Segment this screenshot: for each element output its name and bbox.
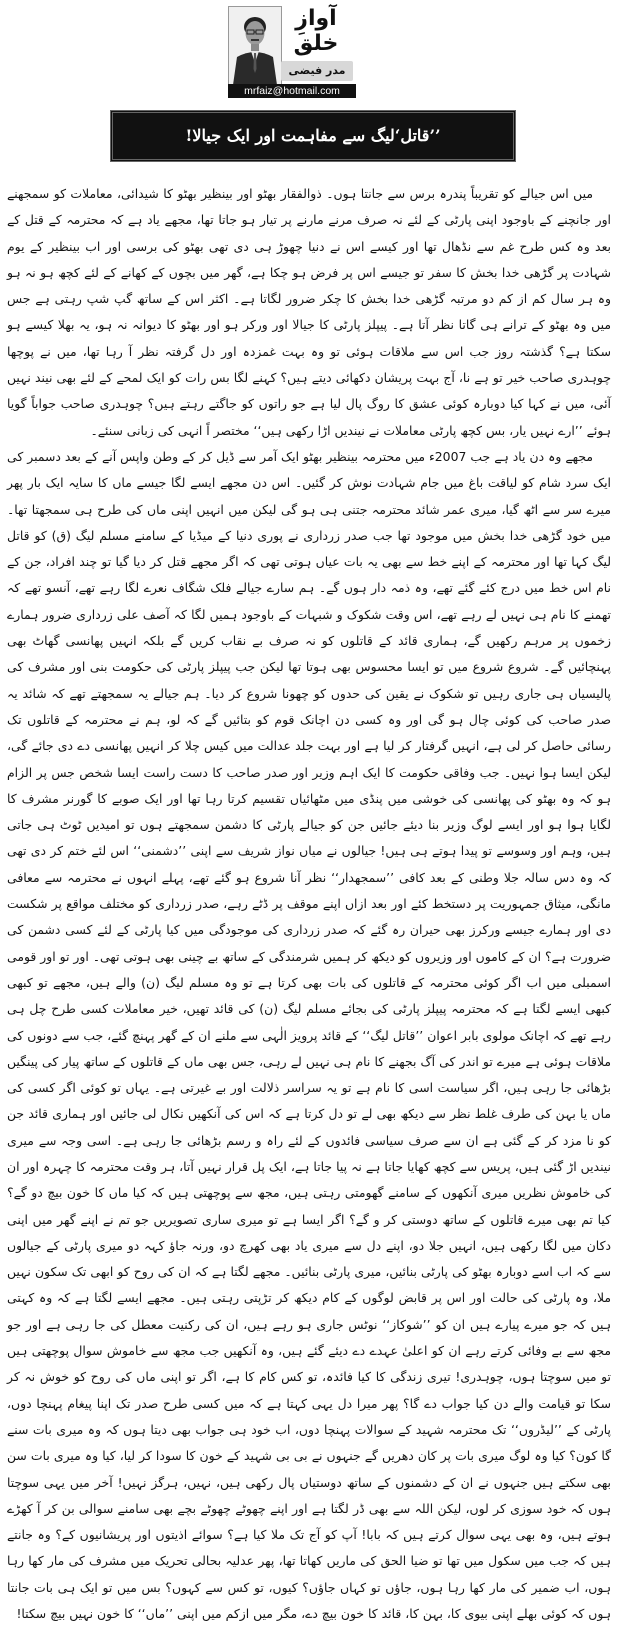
article-title: ’’قاتل‘لیگ سے مفاہمت اور ایک جیالا! — [185, 126, 441, 145]
article-paragraph: مجھے وہ دن یاد ہے جب 2007ء میں محترمہ بینظیر بھٹو ایک آمر سے ڈیل کر کے وطن واپس آنے کے بعد دسمبر کی ایک سرد شام کو لیاقت باغ میں جام شہادت نوش کر گئیں۔ اس دن مجھے ایسے لگا جیسے ماں کا سایہ ایک بار پھر میرے سر سے اٹھ گیا، میری عمر شائد محترمہ جتنی ہی ہو گی لیکن میں انہیں اپنی ماں کی طرح ہی سمجھتا تھا۔ میں خود گڑھی خدا بخش میں موجود تھا جب صدر زرداری نے پوری دنیا کے میڈیا کے سامنے مسلم لیگ (ق) کو قاتل لیگ کہا تھا اور محترمہ کے اپنے خط سے بھی یہ بات عیاں ہوتی تھی کہ اگر مجھے قتل کر دیا گیا تو چند افراد، جن کے نام اس خط میں درج کئے گئے تھے، وہ ذمہ دار ہوں گے۔ ہم سارے جیالے فلک شگاف نعرے لگا رہے تھے، آنسو تھے کہ تھمنے کا نام ہی نہیں لے رہے تھے، اس وقت شکوک و شبہات کے باوجود ہمیں لگا کہ آصف علی زرداری ضرور ہمارے زخموں پر مرہم رکھیں گے، ہماری قائد کے قاتلوں کو نہ صرف بے نقاب کریں گے بلکہ انہیں پھانسی گھاٹ بھی پہنچائیں گے۔ شروع شروع میں تو ایسا محسوس بھی ہوتا تھا لیکن جب پیپلز پارٹی کی حکومت بنی اور مشرف کی پالیسیاں ہی جاری رہیں تو شکوک نے یقین کی حدوں کو چھونا شروع کر دیا۔ ہم جیالے یہ سمجھتے تھے کہ شائد یہ صدر صاحب کی کوئی چال ہو گی اور وہ کسی دن اچانک قوم کو بتائیں گے کہ لو، ہم نے محترمہ کے قاتلوں تک رسائی حاصل کر لی ہے، انہیں گرفتار کر لیا ہے اور بہت جلد عدالت میں کیس چلا کر انہیں پھانسی دے دی جائے گی، لیکن ایسا ہوا نہیں۔ جب وفاقی حکومت کا ایک اہم وزیر اور صدر صاحب کا دست راست ایسا شخص جس پر الزام ہو کہ وہ بھٹو کی پھانسی کی خوشی میں پنڈی میں مٹھائیاں تقسیم کرتا رہا تھا اور ایک صوبے کا گورنر مشرف کا لگایا ہوا ہو اور ایسے لوگ وزیر بنا دیئے جائیں جن کو جیالے پارٹی کا دشمن سمجھتے ہوں تو امیدیں ٹوٹ ہی جاتی ہیں، وہم اور وسوسے تو پیدا ہوتے ہی ہیں! جیالوں نے میاں نواز شریف سے اپنی ’’دشمنی‘‘ اس لئے ختم کر دی تھی کہ وہ دس سالہ جلا وطنی کے بعد کافی ’’سمجھدار‘‘ نظر آنا شروع ہو گئے تھے، پہلے انہوں نے محترمہ سے معافی مانگی، میثاق جمہوریت پر دستخط کئے اور بعد ازاں اپنے موقف پر ڈٹے رہے، صدر زرداری کو مختلف مواقع پر شکست دی اور ہمارے جیسے ورکرز بھی حیران رہ گئے کہ صدر زرداری کی موجودگی میں کیا پارٹی کے لئے کسی دشمن کی ضرورت ہے؟ ان کے کاموں اور وزیروں کو دیکھ کر ہمیں شرمندگی کے ساتھ بے چینی بھی ہوتی تھی۔ اور تو اور قومی اسمبلی میں اب اگر کوئی محترمہ کے قاتلوں کی بات بھی کرتا ہے تو وہ مسلم لیگ (ن) والے ہیں، مجھے تو کبھی کبھی ایسے لگتا ہے کہ محترمہ پیپلز پارٹی کی بجائے مسلم لیگ (ن) کی قائد تھیں، خیر معاملات کسی طرح چل ہی رہے تھے کہ اچانک مولوی بابر اعوان ’’قاتل لیگ‘‘ کے قائد پرویز الٰہی سے ملنے ان کے گھر پہنچ گئے، جب سے دونوں کی ملاقات ہوئی ہے میرے تو اندر کی آگ بجھنے کا نام ہی نہیں لے رہی، جس بھی ماں کے قاتلوں کے ساتھ پیار کی پینگیں بڑھائی جا رہی ہیں، اگر سیاست اسی کا نام ہے تو یہ سراسر ذلالت اور بے غیرتی ہے۔ یہاں تو کوئی اگر کسی کی ماں یا بہن کی طرف غلط نظر سے دیکھ بھی لے تو دل کرتا ہے کہ اس کی آنکھیں نکال لی جائیں اور ہماری قائد جن کو نا مزد کر کے گئی ہے ان سے صرف سیاسی فائدوں کے لئے راہ و رسم بڑھائی جا رہی ہے۔ اسی وجہ سے میری نیندیں اڑ گئی ہیں، پریس سے کچھ کھایا جاتا ہے نہ پیا جاتا ہے، ایک پل قرار نہیں آتا، ہر وقت محترمہ کا چہرہ اور ان کی خاموش نظریں میری آنکھوں کے سامنے گھومتی رہتی ہیں، مجھ سے پوچھتی ہیں کہ کیا ماں کا خون بیچ دو گے؟ کیا تم بھی میرے قاتلوں کے ساتھ دوستی کر و گے؟ اگر ایسا ہے تو میری ساری تصویریں جو تم نے اپنے گھر میں اپنی دکان میں لگا رکھی ہیں، انہیں جلا دو، اپنے دل سے میری یاد بھی کھرچ دو، ورنہ جاؤ کہہ دو میری پارٹی کے جیالوں سے کہ اب اسے دوبارہ بھٹو کی پارٹی بنائیں، میری پارٹی بنائیں۔ مجھے لگتا ہے کہ ان کی روح کو ابھی تک سکون نہیں ملا، وہ پارٹی کی حالت اور اس پر قابض لوگوں کے کام دیکھ کر تڑپتی رہتی ہیں۔ مجھے ایسے لگتا ہے کہ وہ کہتی ہیں کہ جو میرے پیارے ہیں ان کو ’’شوکاز‘‘ نوٹس جاری ہو رہے ہیں، ان کی رکنیت معطل کی جا رہی ہے اور جو مجھ سے بے وفائی کرتے رہے ان کو اعلیٰ عہدے دے دیئے گئے ہیں، وہ آنکھیں جب مجھ سے خاموش سوال پوچھتی ہیں تو میں سوچتا ہوں، چوہدری! تیری زندگی کا کیا فائدہ، تو کس کام کا ہے، اگر تو اپنی ماں کی روح کو خوش نہ کر سکا تو قیامت والے دن کیا جواب دے گا؟ پھر میرا دل یہی کہتا ہے کہ میں کسی طرح صدر تک اپنا پیغام پہنچا دوں، پارٹی کے ’’لیڈروں‘‘ تک محترمہ شہید کے سوالات پہنچا دوں، اب خود ہی جواب بھی دیتا ہوں کہ وہ میری بات سنے گا کون؟ کیا وہ لوگ میری بات پر کان دھریں گے جنہوں نے بی بی شہید کے خون کا سودا کر لیا، کیا وہ میری بات سن بھی سکتے ہیں جنہوں نے ان کے دشمنوں کے ساتھ دوستیاں پال رکھی ہیں، نہیں، ہرگز نہیں! آخر میں یہی سوچتا ہوں کہ خود سوزی کر لوں، لیکن اللہ سے بھی ڈر لگتا ہے اور اپنے چھوٹے چھوٹے بچے بھی سامنے سوالی بن کر آ کھڑے ہوتے ہیں، وہ بھی یہی سوال کرتے ہیں کہ بابا! آپ کو آج تک ملا کیا ہے؟ سوائے اذیتوں اور پریشانیوں کے؟ وہ جانتے ہیں کہ جب میں سکول میں تھا تو ضیا الحق کی ماریں کھاتا تھا، پھر عدلیہ بحالی تحریک میں مشرف کی مار کھا رہا ہوں، اب ضمیر کی مار کھا رہا ہوں، جاؤں تو کہاں جاؤں؟ کیوں، تو کس سے کہوں؟ بس میں تو ایک ہی بات جانتا ہوں کہ کوئی بھلے اپنی بیوی کا، بہن کا، قائد کا خون بیچ دے، مگر میں ازکم میں اپنی ’’ماں‘‘ کا خون نہیں بیچ سکتا! — [7, 448, 611, 1622]
author-photo — [228, 6, 282, 86]
column-masthead: آوازِ خلق — [293, 6, 339, 56]
author-email: mrfaiz@hotmail.com — [228, 84, 356, 98]
title-banner — [110, 110, 516, 162]
author-photo-icon — [229, 7, 281, 85]
article-paragraph: میں اس جیالے کو تقریباً پندرہ برس سے جانتا ہوں۔ ذوالفقار بھٹو اور بینظیر بھٹو کا شیدائی، معاملات کو سمجھنے اور جانچنے کے باوجود اپنی پارٹی کے لئے نہ صرف مرنے مارنے پر تیار ہو جاتا تھا، مجھے یاد ہے کہ محترمہ کے قتل کے بعد وہ کس طرح غم سے نڈھال تھا اور کیسے اس نے دنیا چھوڑ ہی دی تھی بھٹو کی برسی اور اب بینظیر کے یوم شہادت پر گڑھی خدا بخش کا سفر تو جیسے اس پر فرض ہو چکا ہے، گھر میں بچوں کے کھانے کے لئے کچھ ہو نہ ہو وہ ہر سال کم از کم دو مرتبہ گڑھی خدا بخش کا چکر ضرور لگاتا ہے۔ اکثر اس کے ساتھ گپ شپ رہتی ہے جس میں وہ بھٹو کے ترانے ہی گاتا نظر آتا ہے۔ پیپلز پارٹی کا جیالا اور ورکر ہو اور بھٹو کا دیوانہ نہ ہو، یہ بھلا کیسے ہو سکتا ہے؟ گذشتہ روز جب اس سے ملاقات ہوئی تو وہ بہت غمزدہ اور دل گرفتہ نظر آ رہا تھا، میں نے پوچھا چوہدری صاحب خیر تو ہے نا، آج بہت پریشان دکھائی دیتے ہیں؟ کہنے لگا بس رات کو ایک لمحے کے لئے بھی نیند نہیں آئی، میں نے کہا کیا دوبارہ کوئی عشق کا روگ پال لیا ہے جو راتوں کو جاگتے رہتے ہیں؟ چوہدری صاحب جواباً گویا ہوئے ’’ارے نہیں یار، بس کچھ پارٹی معاملات نے نیندیں اڑا رکھی ہیں‘‘ مختصر اً انہی کی زبانی سنئے۔ — [7, 186, 611, 438]
article-body — [7, 181, 611, 1622]
column-header — [0, 0, 618, 102]
author-name: مدر فیضی — [281, 61, 353, 81]
